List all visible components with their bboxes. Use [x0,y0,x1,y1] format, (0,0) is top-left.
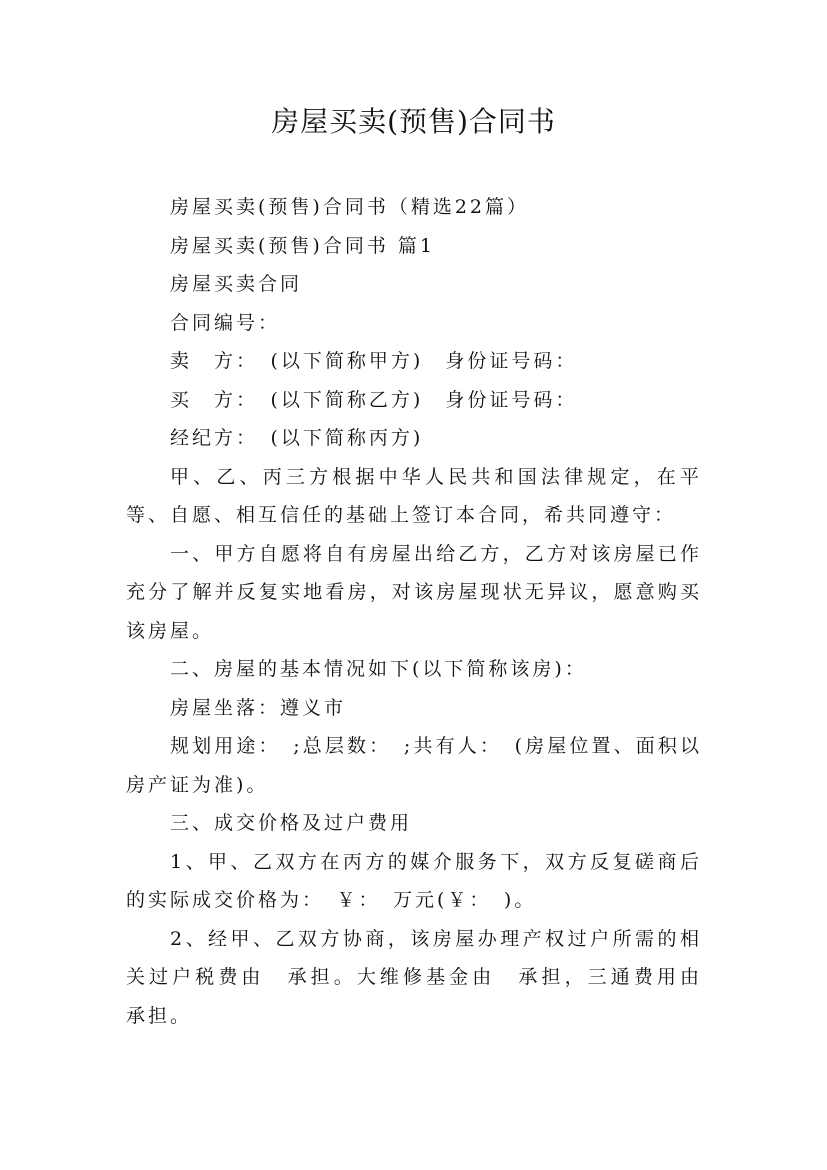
paragraph-preamble: 甲、乙、丙三方根据中华人民共和国法律规定，在平等、自愿、相互信任的基础上签订本合同，希共同遵守： [126,465,702,526]
paragraph-clause-2-heading: 二、房屋的基本情况如下(以下简称该房)： [170,658,587,680]
document-title: 房屋买卖(预售)合同书 [271,105,556,138]
paragraph-property-location: 房屋坐落：遵义市 [170,696,347,719]
document-body [126,188,725,1035]
paragraph-seller: 卖 方： (以下简称甲方) 身份证号码： [170,350,578,372]
paragraph-buyer: 买 方： (以下简称乙方) 身份证号码： [170,388,578,411]
paragraph-intro: 房屋买卖(预售)合同书（精选22篇） [170,196,530,218]
paragraph-section-heading: 房屋买卖(预售)合同书 篇1 [170,234,435,257]
paragraph-broker: 经纪方： (以下简称丙方) [170,427,424,449]
paragraph-clause-1: 一、甲方自愿将自有房屋出给乙方，乙方对该房屋已作充分了解并反复实地看房，对该房屋现状无异议，愿意购买该房屋。 [126,542,702,642]
paragraph-clause-3-item-2: 2、经甲、乙双方协商，该房屋办理产权过户所需的相关过户税费由 承担。大维修基金由 承担，三通费用由 承担。 [126,927,725,1027]
paragraph-clause-3-item-1: 1、甲、乙双方在丙方的媒介服务下，双方反复磋商后的实际成交价格为： ￥： 万元(￥： )。 [126,850,702,911]
paragraph-contract-name: 房屋买卖合同 [170,273,303,295]
paragraph-clause-3-heading: 三、成交价格及过户费用 [170,812,413,834]
paragraph-contract-number: 合同编号： [170,311,281,334]
paragraph-property-usage: 规划用途： ;总层数： ;共有人： (房屋位置、面积以房产证为准)。 [126,735,702,796]
